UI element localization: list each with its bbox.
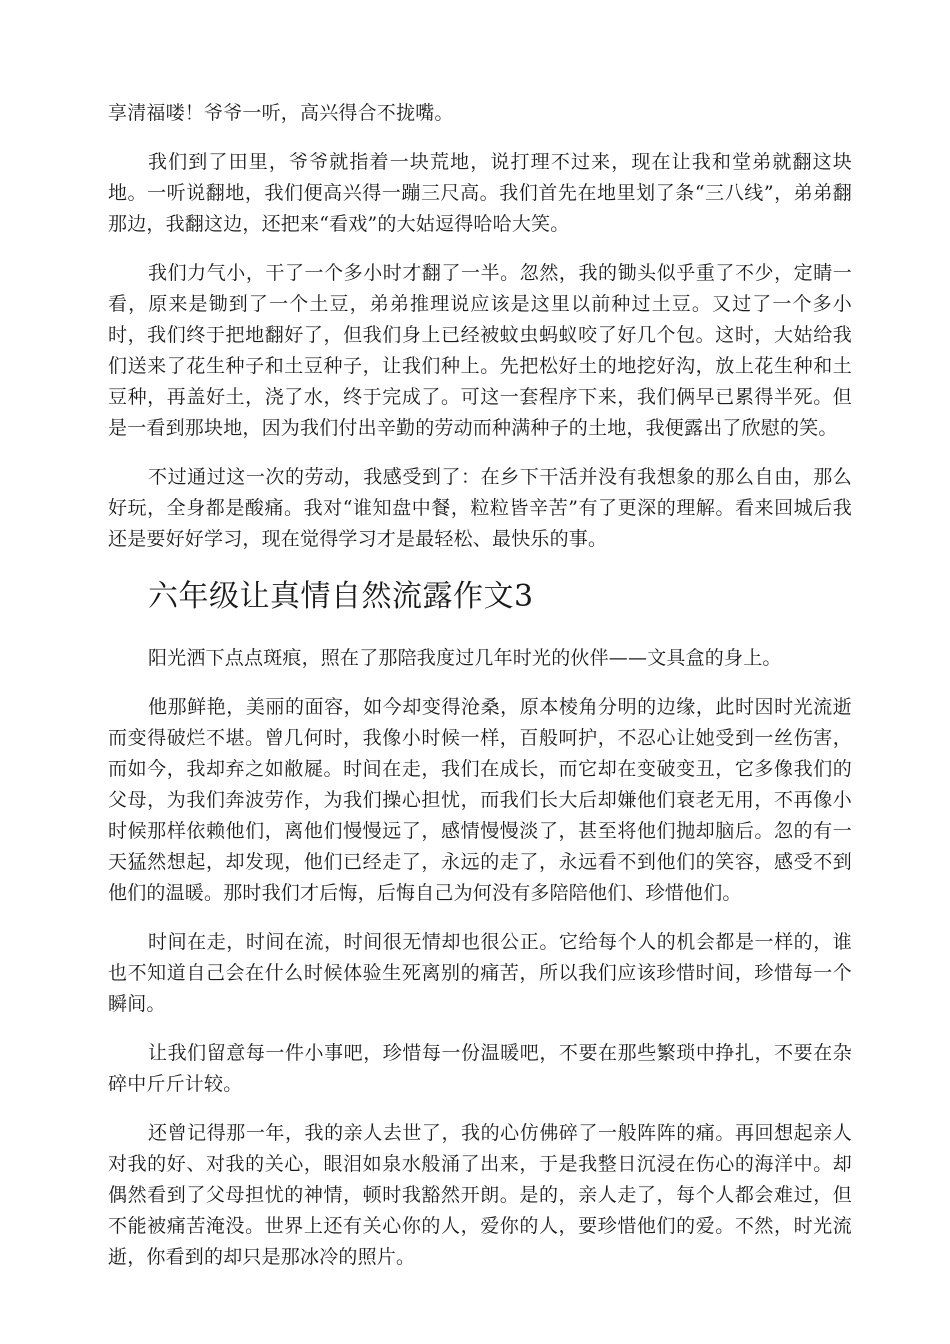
paragraph: 还曾记得那一年，我的亲人去世了，我的心仿佛碎了一般阵阵的痛。再回想起亲人对我的好、对我的关心，眼泪如泉水般涌了出来，于是我整日沉浸在伤心的海洋中。却偶然看到了父母担忧的神情，顿时我豁然开朗。是的，亲人走了，每个人都会难过，但不能被痛苦淹没。世界上还有关心你的人，爱你的人，要珍惜他们的爱。不然，时光流逝，你看到的却只是那冰冷的照片。 bbox=[108, 1122, 852, 1268]
paragraph: 不过通过这一次的劳动，我感受到了：在乡下干活并没有我想象的那么自由，那么好玩，全身都是酸痛。我对“谁知盘中餐，粒粒皆辛苦”有了更深的理解。看来回城后我还是要好好学习，现在觉得学习才是最轻松、最快乐的事。 bbox=[108, 466, 852, 550]
document-page bbox=[108, 98, 852, 1273]
paragraph: 让我们留意每一件小事吧，珍惜每一份温暖吧，不要在那些繁琐中挣扎，不要在杂碎中斤斤计较。 bbox=[108, 1042, 852, 1095]
paragraph: 我们到了田里，爷爷就指着一块荒地，说打理不过来，现在让我和堂弟就翻这块地。一听说翻地，我们便高兴得一蹦三尺高。我们首先在地里划了条“三八线”，弟弟翻那边，我翻这边，还把来“看戏”的大姑逗得哈哈大笑。 bbox=[108, 151, 852, 235]
paragraph-continuation: 享清福喽！爷爷一听，高兴得合不拢嘴。 bbox=[108, 102, 454, 124]
section-heading: 六年级让真情自然流露作文3 bbox=[148, 579, 534, 614]
paragraph: 我们力气小，干了一个多小时才翻了一半。忽然，我的锄头似乎重了不少，定睛一看，原来是锄到了一个土豆，弟弟推理说应该是这里以前种过土豆。又过了一个多小时，我们终于把地翻好了，但我们身上已经被蚊虫蚂蚁咬了好几个包。这时，大姑给我们送来了花生种子和土豆种子，让我们种上。先把松好土的地挖好沟，放上花生种和土豆种，再盖好土，浇了水，终于完成了。可这一套程序下来，我们俩早已累得半死。但是一看到那块地，因为我们付出辛勤的劳动而种满种子的土地，我便露出了欣慰的笑。 bbox=[108, 262, 852, 439]
paragraph: 时间在走，时间在流，时间很无情却也很公正。它给每个人的机会都是一样的，谁也不知道自己会在什么时候体验生死离别的痛苦，所以我们应该珍惜时间，珍惜每一个瞬间。 bbox=[108, 931, 852, 1015]
paragraph: 阳光洒下点点斑痕，照在了那陪我度过几年时光的伙伴——文具盒的身上。 bbox=[148, 647, 782, 669]
paragraph: 他那鲜艳，美丽的面容，如今却变得沧桑，原本棱角分明的边缘，此时因时光流逝而变得破烂不堪。曾几何时，我像小时候一样，百般呵护，不忍心让她受到一丝伤害，而如今，我却弃之如敝屣。时间在走，我们在成长，而它却在变破变丑，它多像我们的父母，为我们奔波劳作，为我们操心担忧，而我们长大后却嫌他们衰老无用，不再像小时候那样依赖他们，离他们慢慢远了，感情慢慢淡了，甚至将他们抛却脑后。忽的有一天猛然想起，却发现，他们已经走了，永远的走了，永远看不到他们的笑容，感受不到他们的温暖。那时我们才后悔，后悔自己为何没有多陪陪他们、珍惜他们。 bbox=[108, 696, 852, 904]
